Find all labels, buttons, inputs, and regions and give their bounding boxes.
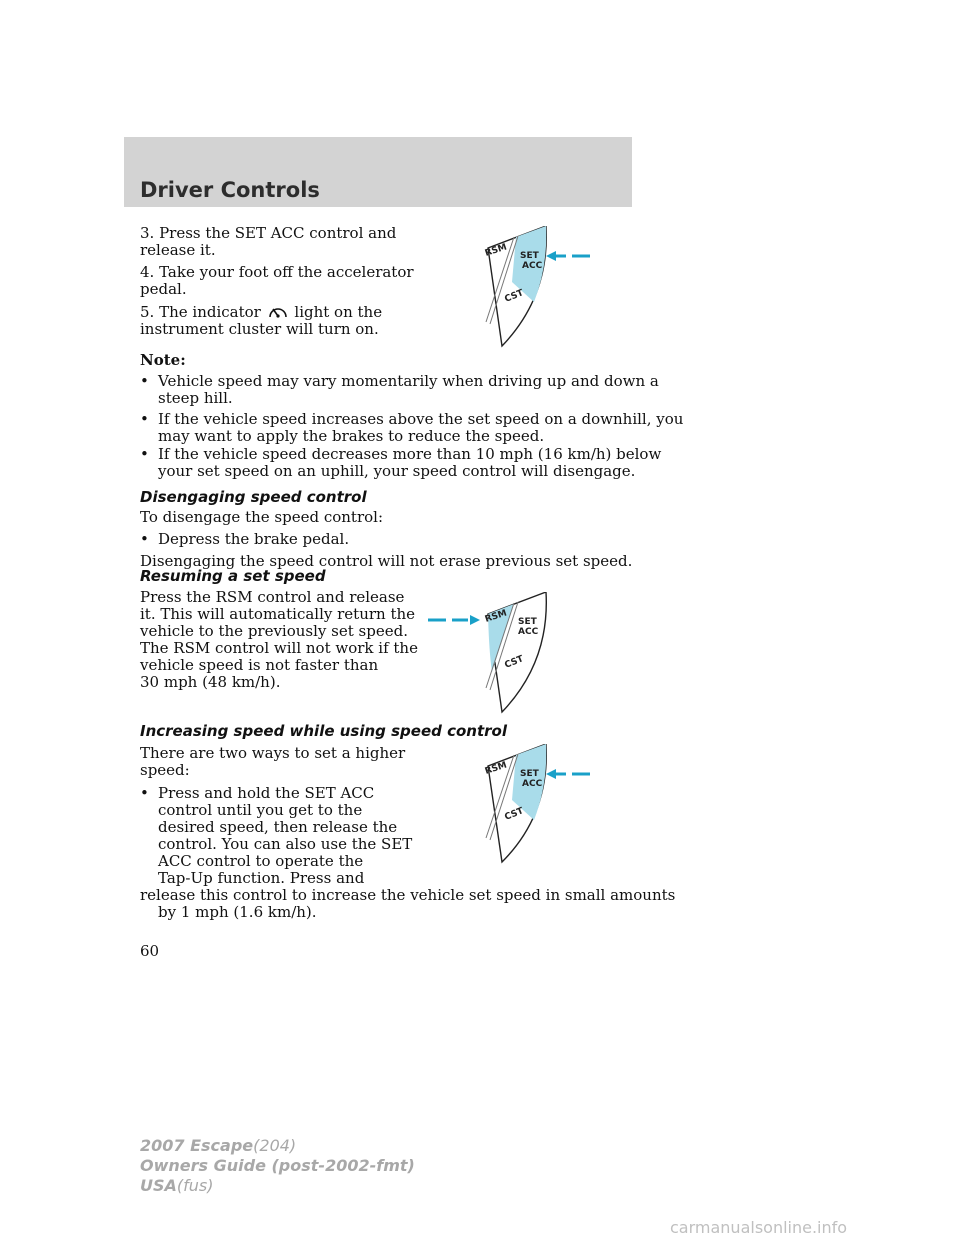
step-4-line-2: pedal. [140,280,187,298]
note-item-2-line-2: may want to apply the brakes to reduce the speed. [158,427,545,445]
resume-line-3: vehicle to the previously set speed. [140,622,408,640]
bullet-icon: • [140,410,149,428]
footer-line-model [140,1136,415,1156]
disengage-bullet [140,531,349,548]
step-5-text-a: 5. The indicator [140,303,261,321]
increase-bullet-line-5: ACC control to operate the [158,852,364,870]
set-label: SET [520,251,539,261]
footer-line-market [140,1176,415,1196]
step-5-line-2: instrument cluster will turn on. [140,320,379,338]
note-item-1-line-1: Vehicle speed may vary momentarily when driving up and down a [158,372,659,390]
control-diagram-set-acc [478,226,608,350]
pointer-arrow-icon [546,769,590,779]
note-item-2-line-1: If the vehicle speed increases above the set speed on a downhill, you [158,410,684,428]
increase-intro-line-2: speed: [140,761,190,779]
bullet-icon: • [140,530,149,548]
step-5-line-1 [140,304,382,321]
step-3-line-1: 3. Press the SET ACC control and [140,224,397,242]
cst-label: CST [503,654,526,671]
footer-model: 2007 Escape [140,1136,254,1155]
increase-bullet-line-6: Tap-Up function. Press and [158,869,365,887]
increase-bullet-line-3: desired speed, then release the [158,818,398,836]
increase-heading: Increasing speed while using speed control [140,722,507,740]
resume-line-1: Press the RSM control and release [140,588,405,606]
disengage-bullet-text: Depress the brake pedal. [158,530,350,548]
page-number: 60 [140,942,160,960]
footer-line-guide [140,1156,415,1176]
bullet-icon: • [140,445,149,463]
cst-label: CST [503,288,526,305]
set-label: SET [518,617,537,627]
rsm-label: RSM [483,760,509,777]
increase-bullet-line-4: control. You can also use the SET [158,835,413,853]
resume-line-4: The RSM control will not work if the [140,639,418,657]
note-item-3-line-1: If the vehicle speed decreases more than 10 mph (16 km/h) below [158,445,662,463]
control-diagram-set-acc-2 [478,744,608,864]
step-4-line-1: 4. Take your foot off the accelerator [140,263,414,281]
rsm-label: RSM [483,608,509,625]
disengage-heading: Disengaging speed control [140,488,367,506]
disengage-note: Disengaging the speed control will not erase previous set speed. [140,552,633,570]
note-item-1 [140,373,659,407]
cst-label: CST [503,806,526,823]
footer-guide: Owners Guide (post-2002-fmt) [140,1156,415,1175]
increase-bullet [140,785,412,887]
pointer-arrow-icon [546,251,590,261]
note-label: Note: [140,351,186,369]
increase-bullet-line-2: control until you get to the [158,801,363,819]
resume-line-5: vehicle speed is not faster than [140,656,379,674]
disengage-intro: To disengage the speed control: [140,508,383,526]
note-item-3 [140,446,661,480]
increase-bullet-line-1: Press and hold the SET ACC [158,784,375,802]
footer-market: USA [140,1176,177,1195]
step-5-text-b: light on the [294,303,383,321]
increase-intro-line-1: There are two ways to set a higher [140,744,406,762]
pointer-arrow-icon [428,615,480,625]
footer-market-code: (fus) [176,1176,214,1195]
section-title: Driver Controls [140,178,320,202]
acc-label: ACC [522,779,543,789]
document-footer [140,1136,415,1196]
bullet-icon: • [140,372,149,390]
resume-line-2: it. This will automatically return the [140,605,416,623]
note-item-3-line-2: your set speed on an uphill, your speed control will disengage. [158,462,636,480]
step-3-line-2: release it. [140,241,216,259]
set-label: SET [520,769,539,779]
increase-bullet-line-8: by 1 mph (1.6 km/h). [158,903,317,921]
rsm-label: RSM [483,242,509,259]
acc-label: ACC [522,261,543,271]
resume-heading: Resuming a set speed [140,567,326,585]
note-item-2 [140,411,683,445]
increase-bullet-line-7: release this control to increase the vehicle set speed in small amounts [140,886,676,904]
acc-label: ACC [518,627,539,637]
footer-model-code: (204) [253,1136,297,1155]
note-item-1-line-2: steep hill. [158,389,233,407]
watermark: carmanualsonline.info [670,1218,848,1237]
speed-control-indicator-icon [266,304,290,321]
bullet-icon: • [140,784,149,802]
resume-line-6: 30 mph (48 km/h). [140,673,281,691]
control-diagram-rsm [426,592,556,714]
